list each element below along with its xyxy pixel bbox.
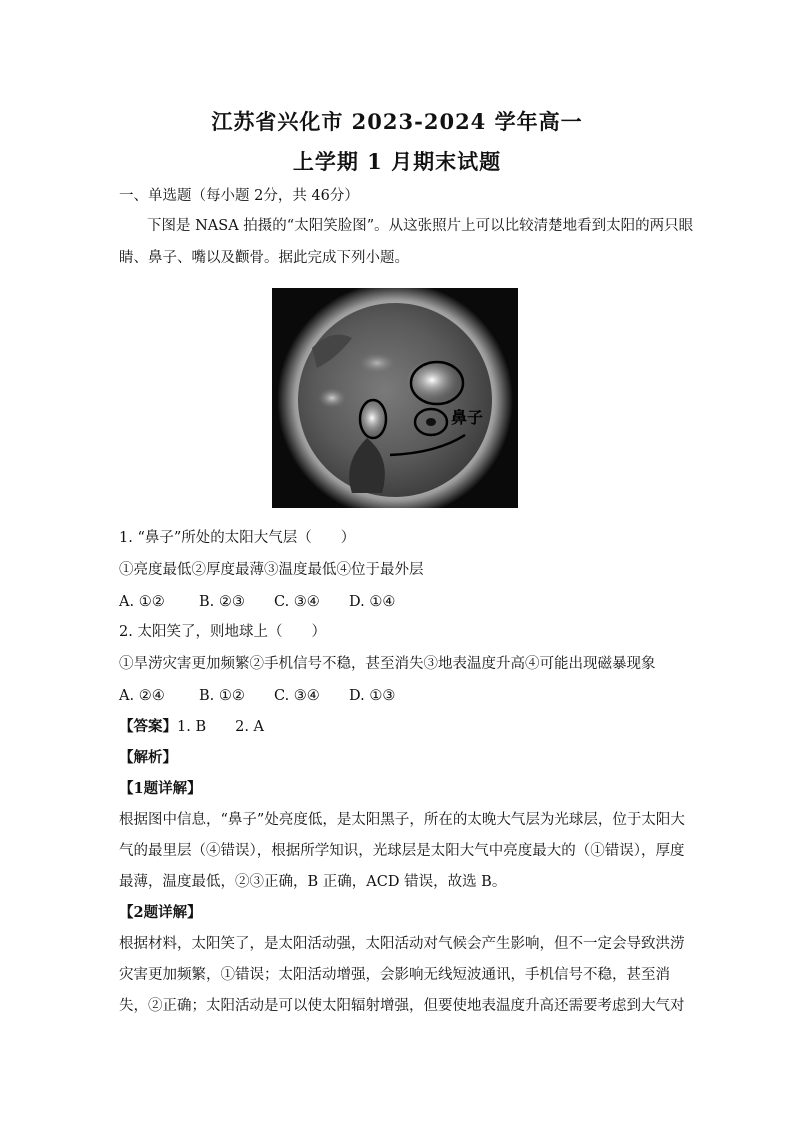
nose-label: 鼻子 [451,408,484,427]
detail-1-label: 【1题详解】 [119,780,202,797]
intro-line-1: 下图是 NASA 拍摄的“太阳笑脸图”。从这张照片上可以比较清楚地看到太阳的两只眼 [147,218,694,234]
detail-2-label: 【2题详解】 [119,904,202,921]
detail-2-line-3: 失，②正确；太阳活动是可以使太阳辐射增强，但要使地表温度升高还需要考虑到大气对 [119,998,685,1014]
intro-line-2: 睛、鼻子、嘴以及颧骨。据此完成下列小题。 [119,250,409,266]
analysis-label: 【解析】 [119,749,177,766]
answer-line [119,717,679,737]
section-heading: 一、单选题（每小题 2分，共 46分） [119,188,359,204]
question-1-statements: ①亮度最低②厚度最薄③温度最低④位于最外层 [119,562,424,578]
q2-option-d: D. ①③ [349,688,396,704]
q2-option-b: B. ①② [199,688,245,704]
detail-1-line-2: 气的最里层（④错误），根据所学知识，光球层是太阳大气中亮度最大的（①错误），厚度 [119,843,685,859]
sunspot [426,418,436,426]
question-2-options [119,686,679,706]
sun-smile-photo [272,288,518,508]
q1-option-d: D. ①④ [349,594,396,610]
answer-label: 【答案】 [119,718,177,735]
document-title-line-1: 江苏省兴化市 2023-2024 学年高一 [211,109,583,134]
question-1-options [119,592,679,612]
detail-2-line-2: 灾害更加频繁，①错误；太阳活动增强，会影响无线短波通讯，手机信号不稳，甚至消 [119,967,670,983]
q2-option-c: C. ③④ [274,688,320,704]
q1-option-b: B. ②③ [199,594,245,610]
question-2-statements: ①旱涝灾害更加频繁②手机信号不稳，甚至消失③地表温度升高④可能出现磁暴现象 [119,656,656,672]
detail-1-line-3: 最薄，温度最低，②③正确，B 正确，ACD 错误，故选 B。 [119,874,507,890]
detail-2-line-1: 根据材料，太阳笑了，是太阳活动强，太阳活动对气候会产生影响，但不一定会导致洪涝 [119,936,685,952]
detail-1-line-1: 根据图中信息，“鼻子”处亮度低，是太阳黑子，所在的太晚大气层为光球层，位于太阳大 [119,812,685,828]
answer-values: 1. B 2. A [177,719,265,735]
q1-option-a: A. ①② [119,594,165,610]
question-1-stem: 1. “鼻子”所处的太阳大气层（ ） [119,530,356,546]
question-2-stem: 2. 太阳笑了，则地球上（ ） [119,624,326,640]
sun-image [272,288,518,508]
document-title-line-2: 上学期 1 月期末试题 [292,149,502,174]
q2-option-a: A. ②④ [119,688,165,704]
q1-option-c: C. ③④ [274,594,320,610]
